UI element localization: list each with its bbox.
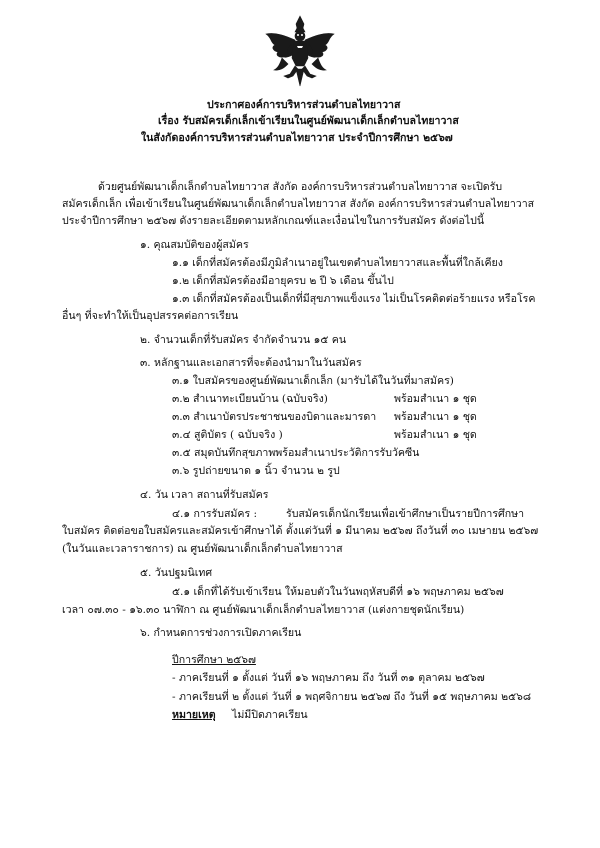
section1-item-3-cont: อื่นๆ ที่จะทำให้เป็นอุปสรรคต่อการเรียน — [62, 310, 239, 322]
term-2: - ภาคเรียนที่ ๒ ตั้งแต่ วันที่ ๑ พฤศจิกายน ๒๕๖๗ ถึง วันที่ ๑๕ พฤษภาคม ๒๕๖๘ — [172, 691, 532, 703]
section3-item-copies: พร้อมสำเนา ๑ ชุด — [394, 411, 477, 423]
note-label: หมายเหตุ — [172, 709, 216, 721]
section1-item-3: ๑.๓ เด็กที่สมัครต้องเป็นเด็กที่มีสุขภาพแข็งแรง ไม่เป็นโรคติดต่อร้ายแรง หรือโรค — [172, 293, 536, 305]
academic-year-label: ปีการศึกษา ๒๕๖๗ — [172, 654, 256, 666]
section2-heading: ๒. จำนวนเด็กที่รับสมัคร จำกัดจำนวน ๑๕ คน — [140, 334, 347, 346]
section3-item-copies: พร้อมสำเนา ๑ ชุด — [394, 393, 477, 405]
announcement-subject: เรื่อง รับสมัครเด็กเล็กเข้าเรียนในศูนย์พัฒนาเด็กเล็กตำบลไทยาวาส — [158, 115, 459, 127]
intro-line-3: ประจำปีการศึกษา ๒๕๖๗ ดังรายละเอียดตามหลักเกณฑ์และเงื่อนไขในการรับสมัคร ดังต่อไปนี้ — [62, 215, 485, 227]
section5-item-1: ๕.๑ เด็กที่ได้รับเข้าเรียน ให้มอบตัวในวันพฤหัสบดีที่ ๑๖ พฤษภาคม ๒๕๖๗ — [172, 586, 504, 598]
announcement-subject-line2: ในสังกัดองค์การบริหารส่วนตำบลไทยาวาส ประจำปีการศึกษา ๒๕๖๗ — [141, 132, 453, 144]
section4-item-1-text: รับสมัครเด็กนักเรียนเพื่อเข้าศึกษาเป็นรายปีการศึกษา — [286, 508, 525, 520]
section1-item-1: ๑.๑ เด็กที่สมัครต้องมีภูมิลำเนาอยู่ในเขตตำบลไทยาวาสและพื้นที่ใกล้เคียง — [172, 257, 503, 269]
section3-item-text: ๓.๓ สำเนาบัตรประชาชนของบิดาและมารดา — [172, 411, 377, 423]
announcement-title: ประกาศองค์การบริหารส่วนตำบลไทยาวาส — [207, 99, 401, 111]
section3-item-copies: พร้อมสำเนา ๑ ชุด — [394, 429, 477, 441]
section4-heading: ๔. วัน เวลา สถานที่รับสมัคร — [140, 489, 269, 501]
garuda-emblem-icon — [262, 14, 338, 90]
section6-heading: ๖. กำหนดการช่วงการเปิดภาคเรียน — [140, 627, 302, 639]
section3-heading: ๓. หลักฐานและเอกสารที่จะต้องนำมาในวันสมัคร — [140, 357, 362, 369]
section3-item-text: ๓.๑ ใบสมัครของศูนย์พัฒนาเด็กเล็ก (มารับได้ในวันที่มาสมัคร) — [172, 375, 454, 387]
section5-item-1-cont: เวลา ๐๗.๓๐ - ๑๖.๓๐ นาฬิกา ณ ศูนย์พัฒนาเด็กเล็กตำบลไทยาวาส (แต่งกายชุดนักเรียน) — [62, 604, 465, 616]
section1-item-2: ๑.๒ เด็กที่สมัครต้องมีอายุครบ ๒ ปี ๖ เดือน ขึ้นไป — [172, 275, 394, 287]
intro-line-1: ด้วยศูนย์พัฒนาเด็กเล็กตำบลไทยาวาส สังกัด องค์การบริหารส่วนตำบลไทยาวาส จะเปิดรับ — [98, 181, 503, 193]
section5-heading: ๕. วันปฐมนิเทศ — [140, 567, 213, 579]
section4-item-1-label: ๔.๑ การรับสมัคร : — [172, 508, 258, 520]
intro-line-2: สมัครเด็กเล็ก เพื่อเข้าเรียนในศูนย์พัฒนาเด็กเล็กตำบลไทยาวาส สังกัด องค์การบริหารส่วนตำบลไทยาวาส — [62, 198, 535, 210]
section4-line-3: (ในวันและเวลาราชการ) ณ ศูนย์พัฒนาเด็กเล็กตำบลไทยาวาส — [62, 543, 343, 555]
term-1: - ภาคเรียนที่ ๑ ตั้งแต่ วันที่ ๑๖ พฤษภาคม ถึง วันที่ ๓๑ ตุลาคม ๒๕๖๗ — [172, 672, 485, 684]
section3-item-text: ๓.๒ สำเนาทะเบียนบ้าน (ฉบับจริง) — [172, 393, 328, 405]
note-text: ไม่มีปิดภาคเรียน — [232, 709, 308, 721]
section4-line-2: ใบสมัคร ติดต่อขอใบสมัครและสมัครเข้าศึกษาได้ ตั้งแต่วันที่ ๑ มีนาคม ๒๕๖๗ ถึงวันที่ ๓๐ เมษายน ๒๕๖๗ — [62, 525, 539, 537]
section3-item-text: ๓.๕ สมุดบันทึกสุขภาพพร้อมสำเนาประวัติการรับวัคซีน — [172, 447, 420, 459]
section3-item-text: ๓.๔ สูติบัตร ( ฉบับจริง ) — [172, 429, 283, 441]
section1-heading: ๑. คุณสมบัติของผู้สมัคร — [140, 239, 249, 251]
section3-item-text: ๓.๖ รูปถ่ายขนาด ๑ นิ้ว จำนวน ๒ รูป — [172, 465, 340, 477]
